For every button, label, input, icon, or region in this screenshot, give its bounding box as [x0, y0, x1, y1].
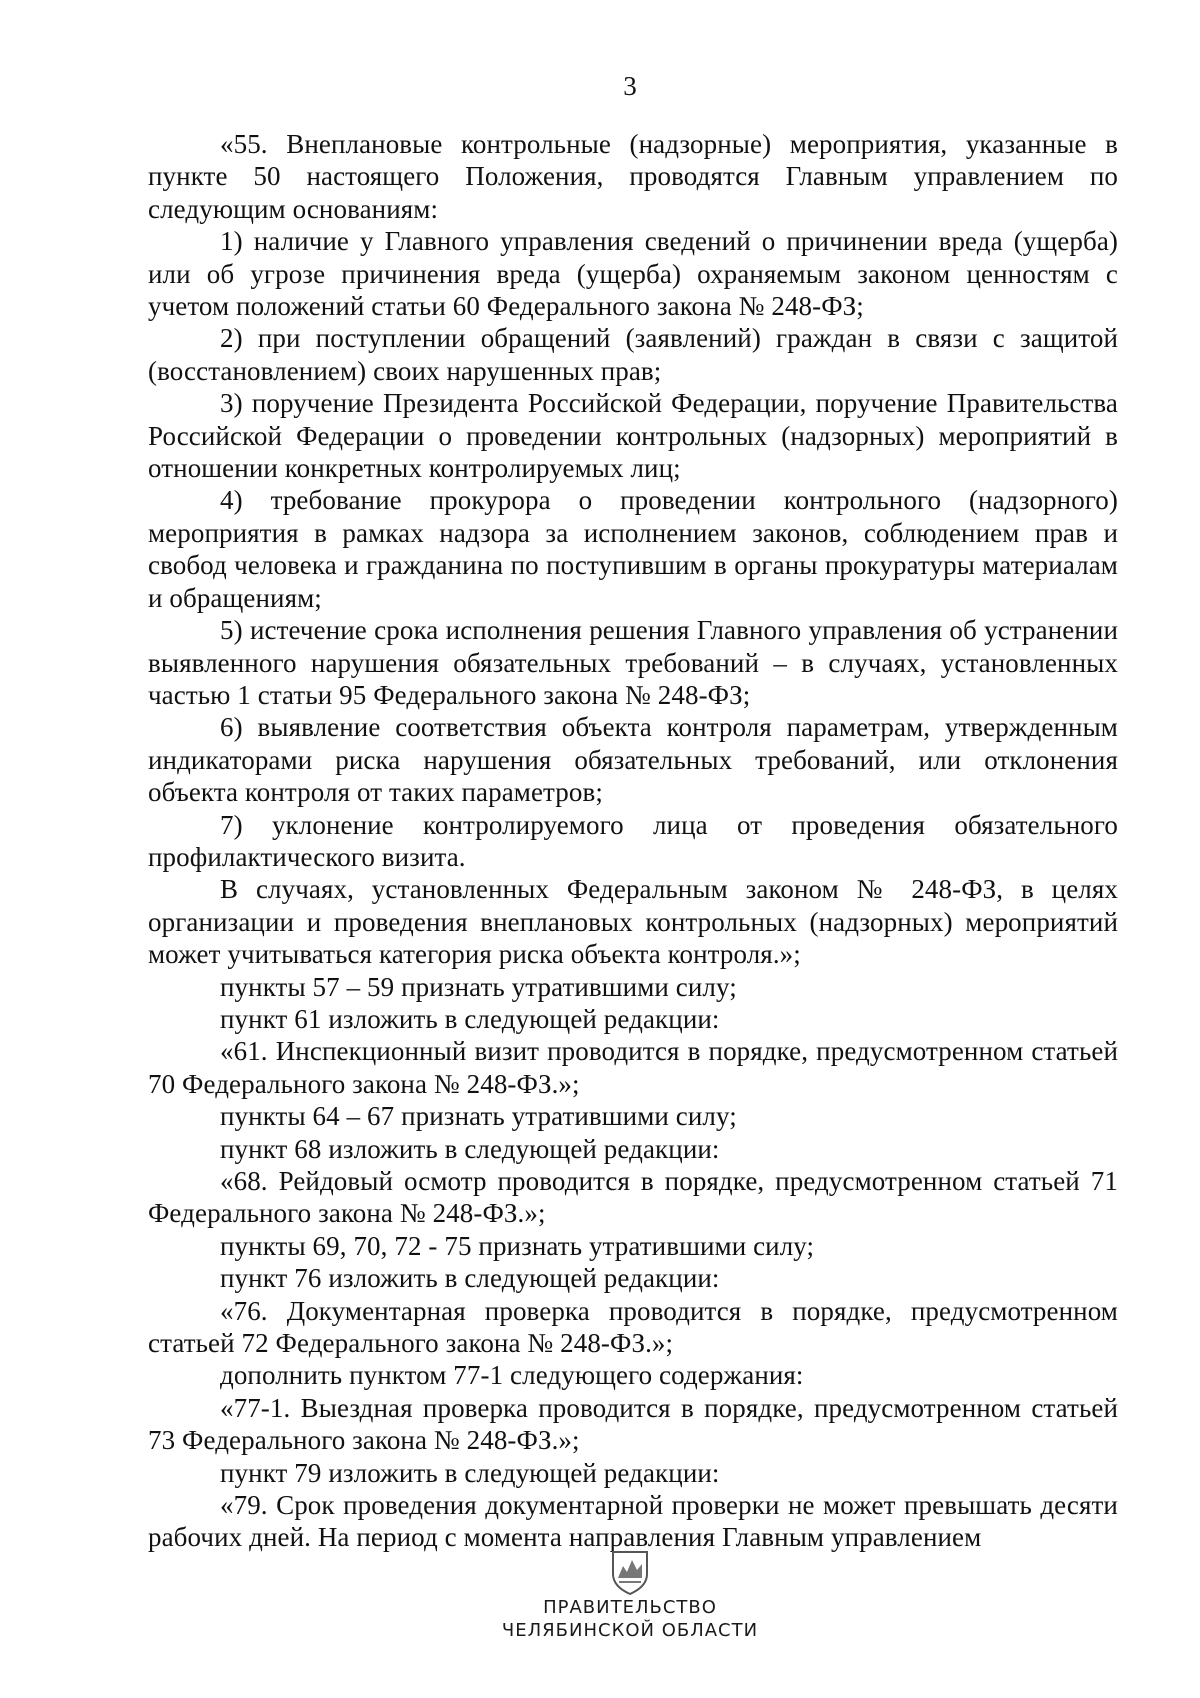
org-name-line-2: ЧЕЛЯБИНСКОЙ ОБЛАСТИ	[501, 1620, 759, 1641]
paragraph: «77-1. Выездная проверка проводится в порядке, предусмотренном статьей 73 Федерального закона № 248-ФЗ.»;	[148, 1392, 1118, 1456]
paragraph: «68. Рейдовый осмотр проводится в порядке, предусмотренном статьей 71 Федерального закона № 248-ФЗ.»;	[148, 1166, 1118, 1229]
paragraph: 7) уклонение контролируемого лица от проведения обязательного профилактического визита.	[148, 809, 1118, 872]
paragraph: В случаях, установленных Федеральным законом № 248-ФЗ, в целях организации и проведения внеплановых контрольных (надзорных) мероприятий может учитываться категория риска объекта контроля.»;	[148, 874, 1118, 970]
paragraph: пункты 64 – 67 признать утратившими силу;	[220, 1101, 737, 1132]
paragraph: 4) требование прокурора о проведении контрольного (надзорного) мероприятия в рамках надзора за исполнением законов, соблюдением прав и свобод человека и гражданина по поступившим в органы прокуратуры материалам и обращениям;	[148, 485, 1118, 613]
document-body	[148, 128, 1118, 1554]
government-footer	[0, 1548, 1200, 1642]
coat-of-arms-icon	[609, 1548, 651, 1596]
org-name-line-1: ПРАВИТЕЛЬСТВО	[543, 1597, 717, 1618]
paragraph: пункт 76 изложить в следующей редакции:	[220, 1263, 720, 1294]
paragraph: пункт 61 изложить в следующей редакции:	[220, 1003, 720, 1034]
paragraph: «76. Документарная проверка проводится в порядке, предусмотренном статьей 72 Федерального закона № 248-ФЗ.»;	[148, 1295, 1118, 1359]
paragraph: 1) наличие у Главного управления сведений о причинении вреда (ущерба) или об угрозе причинения вреда (ущерба) охраняемым законом ценностям с учетом положений статьи 60 Федерального закона № 248-ФЗ;	[148, 226, 1118, 322]
paragraph: «61. Инспекционный визит проводится в порядке, предусмотренном статьей 70 Федерального закона № 248-ФЗ.»;	[148, 1036, 1118, 1099]
paragraph: 6) выявление соответствия объекта контроля параметрам, утвержденным индикаторами риска нарушения обязательных требований, или отклонения объекта контроля от таких параметров;	[148, 712, 1118, 808]
page-number: 3	[623, 71, 637, 101]
paragraph: дополнить пунктом 77-1 следующего содержания:	[220, 1360, 804, 1391]
paragraph: пункт 79 изложить в следующей редакции:	[220, 1457, 720, 1488]
paragraph: пункт 68 изложить в следующей редакции:	[220, 1133, 720, 1164]
paragraph: «55. Внеплановые контрольные (надзорные) мероприятия, указанные в пункте 50 настоящего Положения, проводятся Главным управлением по следующим основаниям:	[148, 129, 1118, 224]
paragraph: «79. Срок проведения документарной проверки не может превышать десяти рабочих дней. На период с момента направления Главным управлением	[148, 1490, 1118, 1553]
paragraph: пункты 57 – 59 признать утратившими силу;	[220, 971, 737, 1002]
paragraph: пункты 69, 70, 72 - 75 признать утратившими силу;	[220, 1230, 815, 1261]
paragraph: 3) поручение Президента Российской Федерации, поручение Правительства Российской Федерации о проведении контрольных (надзорных) мероприятий в отношении конкретных контролируемых лиц;	[148, 388, 1118, 484]
paragraph: 2) при поступлении обращений (заявлений) граждан в связи с защитой (восстановлением) своих нарушенных прав;	[148, 323, 1118, 386]
paragraph: 5) истечение срока исполнения решения Главного управления об устранении выявленного нарушения обязательных требований – в случаях, установленных частью 1 статьи 95 Федерального закона № 248-ФЗ;	[148, 615, 1118, 710]
